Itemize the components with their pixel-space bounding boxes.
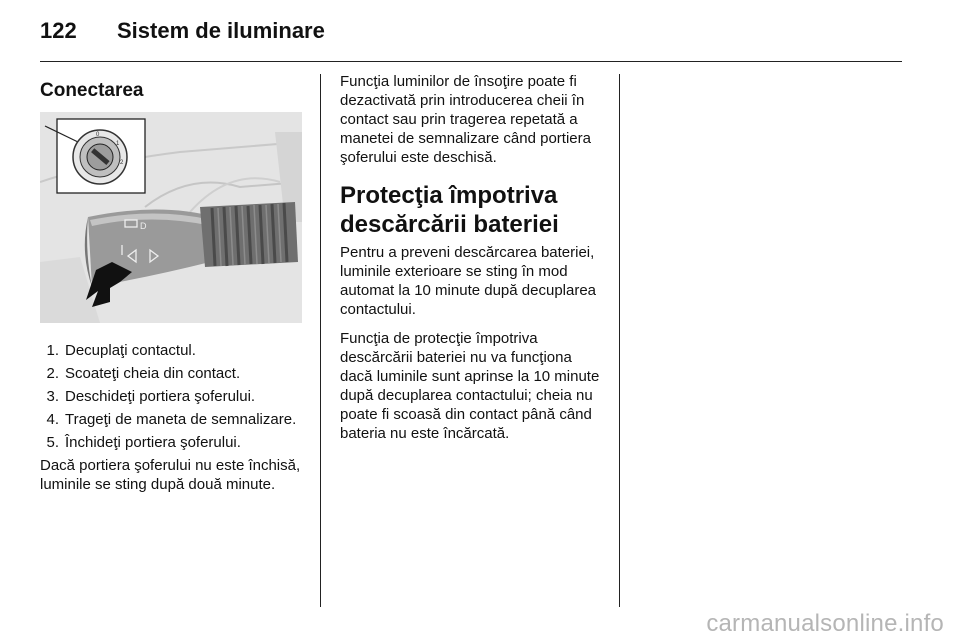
turn-signal-lever-illustration — [40, 112, 302, 323]
battery-paragraph-2: Funcţia de protecţie împotriva descărcării bateriei nu va funcţiona dacă luminile sunt aprinse la 10 minute după decuplarea contactului; cheia nu poate fi scoasă din contact până când bateria nu este încărcată. — [340, 330, 600, 442]
note-paragraph: Dacă portiera şoferului nu este închisă, luminile se sting după două minute. — [40, 457, 301, 493]
list-item — [40, 433, 308, 452]
svg-text:0: 0 — [96, 132, 100, 138]
page-title: Sistem de iluminare — [117, 18, 325, 43]
svg-text:D: D — [140, 221, 147, 231]
left-column — [40, 72, 308, 504]
step-number: 4. — [46, 411, 59, 428]
section-heading-battery-protection: Protecţia împotriva descărcării bateriei — [340, 182, 559, 238]
page-number: 122 — [40, 18, 77, 43]
watermark: carmanualsonline.info — [706, 610, 944, 637]
battery-paragraph-1: Pentru a preveni descărcarea bateriei, luminile exterioare se sting în mod automat la 10 minute după decuplarea contactului. — [340, 244, 597, 318]
column-divider-right — [619, 74, 620, 607]
right-column — [340, 72, 608, 453]
step-text: Decuplaţi contactul. — [65, 342, 196, 359]
step-text: Închideţi portiera şoferului. — [65, 434, 241, 451]
list-item — [40, 364, 308, 383]
column-divider-left — [320, 74, 321, 607]
list-item — [40, 387, 308, 406]
list-item — [40, 410, 308, 429]
step-text: Trageţi de maneta de semnalizare. — [65, 411, 297, 428]
section-heading-conectarea: Conectarea — [40, 80, 144, 101]
intro-paragraph: Funcţia luminilor de însoţire poate fi dezactivată prin introducerea cheii în contact sau prin tragerea repetată a manetei de semnalizare când portiera şoferului este deschisă. — [340, 73, 591, 166]
step-number: 1. — [46, 342, 59, 359]
step-number: 2. — [46, 365, 59, 382]
steps-list — [40, 341, 308, 452]
header-rule — [40, 61, 902, 62]
step-text: Scoateţi cheia din contact. — [65, 365, 241, 382]
svg-text:1: 1 — [116, 141, 120, 147]
step-text: Deschideţi portiera şoferului. — [65, 388, 256, 405]
list-item — [40, 341, 308, 360]
step-number: 3. — [46, 388, 59, 405]
svg-text:2: 2 — [120, 160, 124, 166]
step-number: 5. — [46, 434, 59, 451]
